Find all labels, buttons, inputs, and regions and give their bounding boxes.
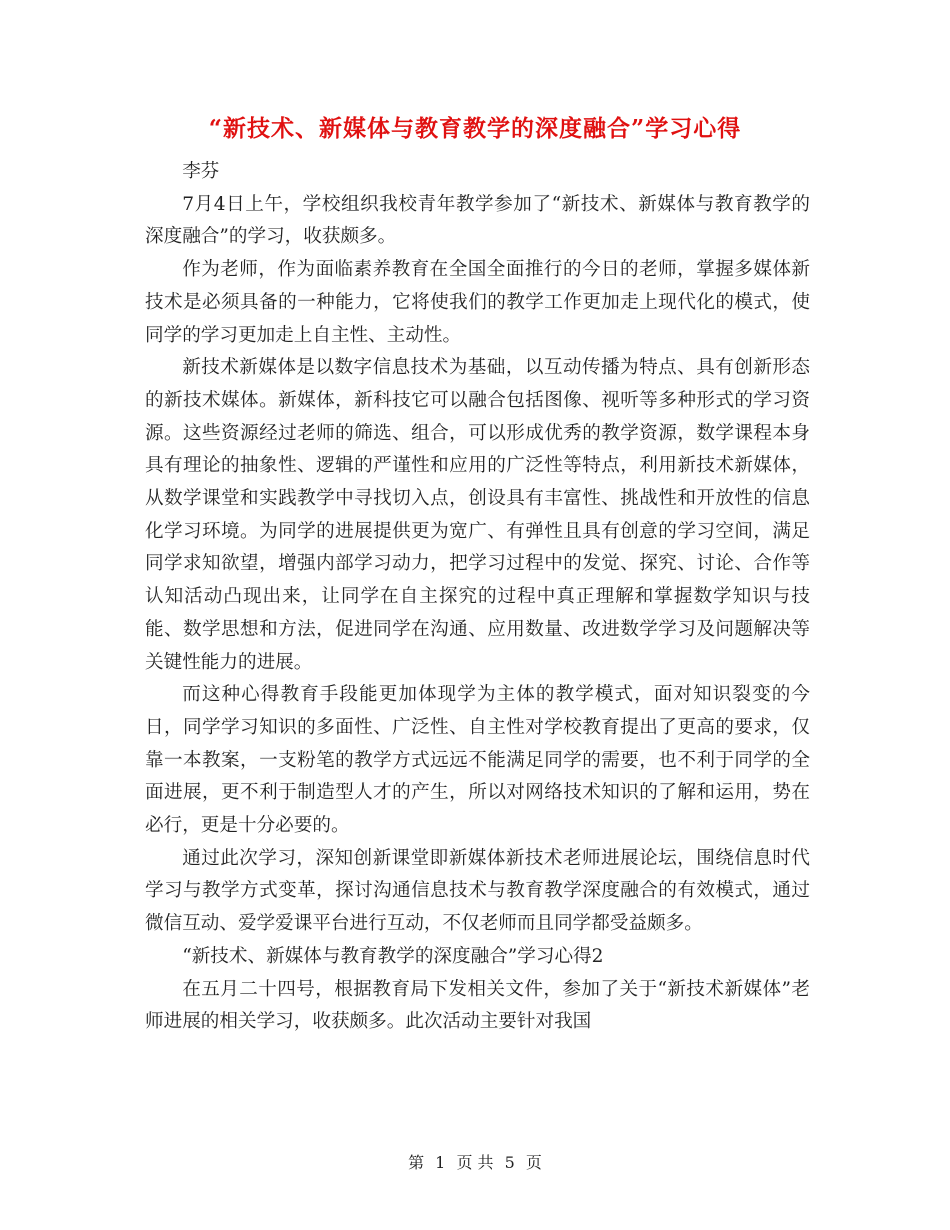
page-label-suffix: 页 bbox=[525, 1153, 542, 1172]
current-page-number: 1 bbox=[435, 1153, 446, 1172]
section-heading: “新技术、新媒体与教育教学的深度融合”学习心得2 bbox=[182, 945, 604, 967]
page-footer bbox=[0, 1150, 950, 1173]
author-line: 李芬 bbox=[182, 161, 220, 182]
paragraph: 而这种心得教育手段能更加体现学为主体的教学模式，面对知识裂变的今日，同学学习知识的多面性、广泛性、自主性对学校教育提出了更高的要求，仅靠一本教案，一支粉笔的教学方式远远不能满足同学的需要，也不利于同学的全面进展，更不利于制造型人才的产生，所以对网络技术知识的了解和运用，势在必行，更是十分必要的。 bbox=[145, 684, 810, 837]
paragraph: 作为老师，作为面临素养教育在全国全面推行的今日的老师，掌握多媒体新技术是必须具备的一种能力，它将使我们的教学工作更加走上现代化的模式，使同学的学习更加走上自主性、主动性。 bbox=[145, 259, 810, 346]
paragraph: 通过此次学习，深知创新课堂即新媒体新技术老师进展论坛，围绕信息时代学习与教学方式变革，探讨沟通信息技术与教育教学深度融合的有效模式，通过微信互动、爱学爱课平台进行互动，不仅老师而且同学都受益颇多。 bbox=[145, 847, 810, 935]
paragraph: 在五月二十四号，根据教育局下发相关文件，参加了关于“新技术新媒体”老师进展的相关学习，收获颇多。此次活动主要针对我国 bbox=[145, 978, 810, 1033]
total-pages-number: 5 bbox=[504, 1153, 515, 1172]
page-label-middle: 页 共 bbox=[456, 1153, 494, 1172]
paragraph: 7月4日上午，学校组织我校青年教学参加了“新技术、新媒体与教育教学的深度融合”的学习，收获颇多。 bbox=[145, 193, 810, 248]
paragraph: 新技术新媒体是以数字信息技术为基础，以互动传播为特点、具有创新形态的新技术媒体。新媒体，新科技它可以融合包括图像、视听等多种形式的学习资源。这些资源经过老师的筛选、组合，可以形成优秀的教学资源，数学课程本身具有理论的抽象性、逻辑的严谨性和应用的广泛性等特点，利用新技术新媒体，从数学课堂和实践教学中寻找切入点，创设具有丰富性、挑战性和开放性的信息化学习环境。为同学的进展提供更为宽广、有弹性且具有创意的学习空间，满足同学求知欲望，增强内部学习动力，把学习过程中的发觉、探究、讨论、合作等认知活动凸现出来，让同学在自主探究的过程中真正理解和掌握数学知识与技能、数学思想和方法，促进同学在沟通、应用数量、改进数学学习及问题解决等关键性能力的进展。 bbox=[145, 357, 810, 673]
page-label-prefix: 第 bbox=[408, 1153, 425, 1172]
document-body bbox=[145, 156, 810, 1039]
document-title: “新技术、新媒体与教育教学的深度融合”学习心得 bbox=[208, 115, 742, 142]
